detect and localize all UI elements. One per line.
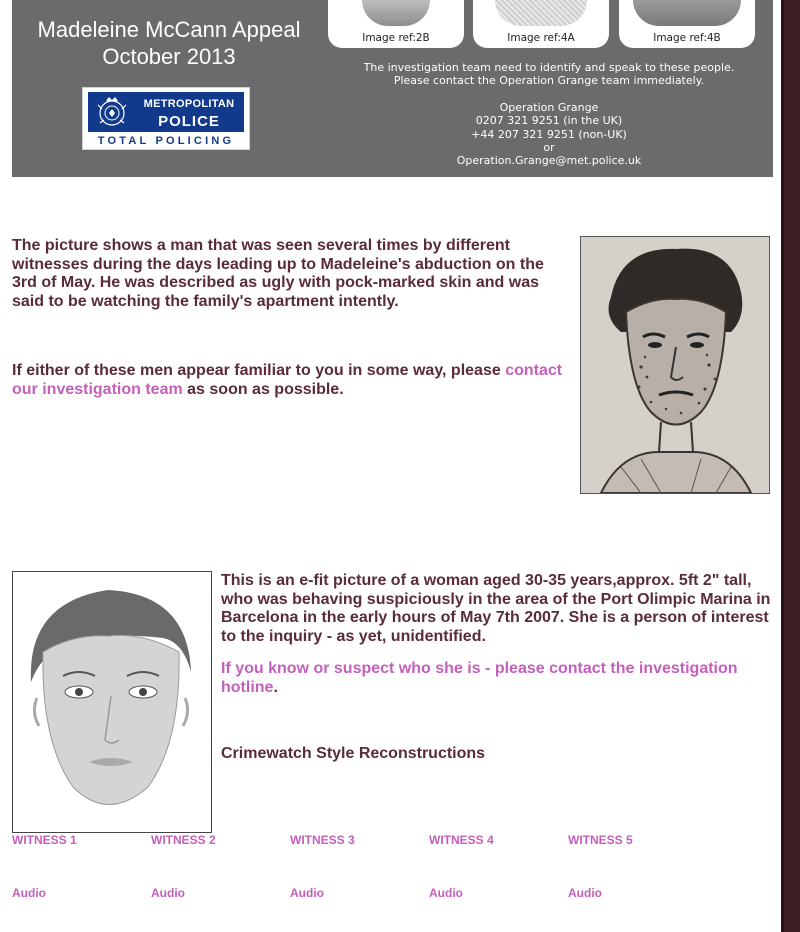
hotline-suffix: .: [273, 678, 278, 696]
met-logo-main-word: POLICE: [158, 113, 220, 130]
met-logo-blue-panel: [88, 92, 244, 132]
witness-2-link[interactable]: WITNESS 2: [151, 833, 216, 847]
witness-1-audio-link[interactable]: Audio: [12, 886, 46, 900]
info-phone-intl: +44 207 321 9251 (non-UK): [471, 127, 627, 141]
image-ref-card[interactable]: [473, 0, 609, 48]
man-appeal-prefix: If either of these men appear familiar to you in some way, please: [12, 362, 506, 379]
info-or: or: [543, 141, 555, 155]
image-ref-label: Image ref:2B: [362, 32, 430, 44]
reconstructions-heading: Crimewatch Style Reconstructions: [221, 745, 486, 762]
info-line: The investigation team need to identify and speak to these people.: [363, 61, 735, 74]
banner-title-line2: October 2013: [102, 44, 236, 69]
woman-description: This is an e-fit picture of a woman aged 30-35 years,approx. 5ft 2" tall, who was behaving suspiciously in the area of the Port Olimpic Marina in Barcelona in the early hours of May 7th 2007. She is a person of interest to the inquiry - as yet, unidentified.: [221, 572, 771, 645]
witness-5-link[interactable]: WITNESS 5: [568, 833, 633, 847]
contact-team-link[interactable]: contact our investigation team: [12, 362, 563, 398]
met-police-logo: [82, 87, 250, 150]
met-logo-top-word: METROPOLITAN: [143, 98, 235, 110]
info-team: Operation Grange: [499, 100, 599, 114]
met-crest-icon: [92, 95, 132, 129]
image-ref-card[interactable]: [328, 0, 464, 48]
contact-hotline-link[interactable]: If you know or suspect who she is - please contact the investigation hotline: [221, 660, 738, 696]
image-ref-label: Image ref:4A: [507, 32, 575, 44]
man-appeal: [12, 362, 572, 399]
banner-contact-info: [334, 61, 764, 168]
suspect-photo-2b: [362, 0, 430, 26]
man-appeal-suffix: as soon as possible.: [182, 380, 344, 398]
suspect-sketch-image: [580, 236, 770, 494]
suspect-photo-4b: [633, 0, 741, 26]
witness-3-link[interactable]: WITNESS 3: [290, 833, 355, 847]
banner-title: [34, 16, 304, 70]
witness-4-audio-link[interactable]: Audio: [429, 886, 463, 900]
man-sketch-drawing: [581, 237, 769, 493]
suspect-photo-4a: [495, 0, 587, 26]
woman-hotline: [221, 660, 773, 697]
image-ref-card[interactable]: [619, 0, 755, 48]
info-email: Operation.Grange@met.police.uk: [456, 154, 642, 168]
efit-woman-image: [12, 571, 212, 833]
witness-3-audio-link[interactable]: Audio: [290, 886, 324, 900]
witness-5-audio-link[interactable]: Audio: [568, 886, 602, 900]
witness-1-link[interactable]: WITNESS 1: [12, 833, 77, 847]
man-description: The picture shows a man that was seen several times by different witnesses during the days leading up to Madeleine's abduction on the 3rd of May. He was described as ugly with pock-marked skin and was said to be watching the family's apartment intently.: [12, 237, 544, 310]
info-line: Please contact the Operation Grange team immediately.: [393, 74, 705, 88]
info-phone-uk: 0207 321 9251 (in the UK): [475, 114, 623, 128]
banner-title-line1: Madeleine McCann Appeal: [37, 17, 301, 42]
page-edge-shadow: [781, 0, 784, 932]
met-logo-tagline: TOTAL POLICING: [97, 135, 235, 147]
witness-4-link[interactable]: WITNESS 4: [429, 833, 494, 847]
image-ref-label: Image ref:4B: [653, 32, 721, 44]
witness-2-audio-link[interactable]: Audio: [151, 886, 185, 900]
appeal-banner: [12, 0, 773, 177]
woman-efit-drawing: [13, 572, 211, 832]
